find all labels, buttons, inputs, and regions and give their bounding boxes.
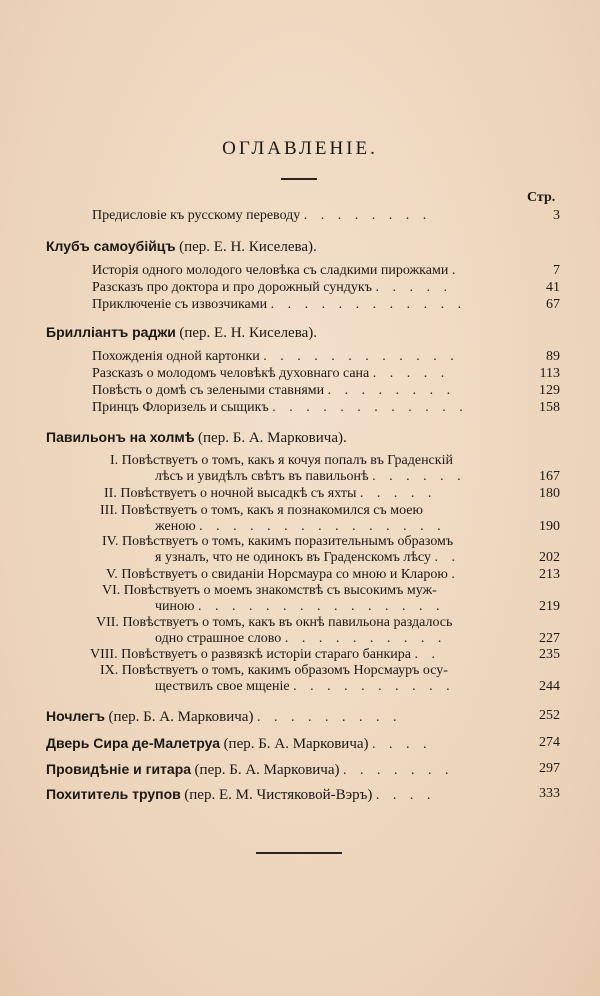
chapter-number: III. xyxy=(100,503,118,518)
leader-dots: . . . . . . . . . . . . . . . xyxy=(199,519,446,534)
chapter-text: Повѣствуетъ о томъ, какъ я кочуя попалъ въ Граденскій xyxy=(121,453,453,468)
chapter-text: лѣсъ и увидѣлъ свѣтъ въ павильонѣ xyxy=(155,469,369,484)
toc-page-number: 274 xyxy=(539,735,560,750)
leader-dots: . . . . . xyxy=(372,366,450,381)
toc-entry-text: Исторія одного молодого человѣка съ сладкими пирожками xyxy=(92,263,449,278)
toc-page-number: 7 xyxy=(553,263,560,278)
toc-entry[interactable] xyxy=(92,399,468,417)
leader-dots: . . . . . xyxy=(375,280,452,295)
toc-page-number: 113 xyxy=(539,366,560,381)
toc-entry-preface[interactable] xyxy=(92,207,431,225)
section-translator: (пер. Б. А. Марковича) xyxy=(223,736,369,752)
chapter-number: I. xyxy=(110,453,119,468)
toc-page-number: 3 xyxy=(553,208,560,223)
toc-page-number: 41 xyxy=(546,280,560,295)
chapter-text: Повѣствуетъ о томъ, какъ въ окнѣ павильона раздалось xyxy=(122,615,453,630)
toc-page-number: 219 xyxy=(539,599,560,614)
bottom-divider xyxy=(256,852,342,854)
section-heading-lodging[interactable] xyxy=(46,707,401,727)
section-heading-providence-guitar[interactable] xyxy=(46,760,454,780)
section-heading-body-snatcher[interactable] xyxy=(46,785,435,805)
leader-dots: . . . . . . . . . . . . . . . xyxy=(197,599,445,614)
leader-dots: . . . . . xyxy=(359,486,437,501)
toc-page-number: 244 xyxy=(539,679,560,694)
toc-page-number: 252 xyxy=(539,708,560,723)
section-translator: (пер. Б. А. Марковича) xyxy=(194,762,340,778)
chapter-text: ществилъ свое мщеніе xyxy=(155,679,290,694)
leader-dots: . . . . . . . . xyxy=(327,383,456,398)
chapter-entry-4-cont xyxy=(155,549,460,567)
leader-dots: . xyxy=(451,263,461,278)
section-title: Провидѣніе и гитара xyxy=(46,761,192,777)
page-title: ОГЛАВЛЕНІЕ. xyxy=(222,138,378,159)
leader-dots: . . . . . . . . xyxy=(303,208,432,223)
toc-page-number: 129 xyxy=(539,383,560,398)
page-column-label: Стр. xyxy=(527,190,556,205)
toc-entry[interactable] xyxy=(92,348,459,366)
section-heading-suicide-club[interactable] xyxy=(46,237,317,257)
chapter-text: женою xyxy=(155,519,196,534)
toc-entry-text: Принцъ Флоризель и сыщикъ xyxy=(92,400,269,415)
section-translator: (пер. Е. Н. Киселева). xyxy=(179,325,317,341)
chapter-number: IV. xyxy=(102,534,119,549)
chapter-text: Повѣствуетъ о развязкѣ исторіи стараго банкира xyxy=(121,647,412,662)
chapter-number: VII. xyxy=(96,615,119,630)
toc-page-number: 227 xyxy=(539,631,560,646)
leader-dots: . . . . . . . xyxy=(343,763,454,778)
section-heading-rajah-diamond[interactable] xyxy=(46,323,317,343)
section-translator: (пер. Е. Н. Киселева). xyxy=(179,239,317,255)
toc-page-number: 202 xyxy=(539,550,560,565)
toc-entry-text: Похожденія одной картонки xyxy=(92,349,260,364)
section-title: Клубъ самоубійцъ xyxy=(46,238,176,254)
toc-page-number: 158 xyxy=(539,400,560,415)
leader-dots: . . . . . . . . . . xyxy=(293,679,455,694)
leader-dots: . . xyxy=(414,647,441,662)
leader-dots: . . . . xyxy=(372,737,432,752)
chapter-text: Повѣствуетъ о свиданіи Норсмаура со мною и Кларою xyxy=(121,567,448,582)
section-heading-pavilion[interactable] xyxy=(46,428,347,448)
chapter-text: Повѣствуетъ о томъ, какъ я познакомился съ моею xyxy=(121,503,423,518)
toc-entry-text: Разсказъ о молодомъ человѣкѣ духовнаго сана xyxy=(92,366,370,381)
toc-page-number: 297 xyxy=(539,761,560,776)
chapter-text: Повѣствуетъ о томъ, какимъ поразительнымъ образомъ xyxy=(121,534,454,549)
chapter-text: Повѣствуетъ о моемъ знакомствѣ съ высокимъ муж- xyxy=(123,583,437,598)
toc-entry-text: Приключеніе съ извозчиками xyxy=(92,297,268,312)
leader-dots: . . . . xyxy=(375,788,436,803)
title-divider xyxy=(281,178,317,180)
chapter-text: чиною xyxy=(155,599,195,614)
chapter-text: Повѣствуетъ о ночной высадкѣ съ яхты xyxy=(120,486,357,501)
toc-page-number: 89 xyxy=(546,349,560,364)
section-title: Похититель трупов xyxy=(46,786,181,802)
toc-page-number: 235 xyxy=(539,647,560,662)
chapter-number: II. xyxy=(104,486,117,501)
leader-dots: . . . . . . xyxy=(372,469,466,484)
section-translator: (пер. Е. М. Чистяковой-Вэръ) xyxy=(184,787,373,803)
section-title: Павильонъ на холмѣ xyxy=(46,429,195,445)
toc-entry[interactable] xyxy=(92,262,460,280)
leader-dots: . . xyxy=(434,550,460,565)
chapter-number: VI. xyxy=(102,583,121,598)
chapter-number: VIII. xyxy=(90,647,118,662)
toc-page-number: 213 xyxy=(539,567,560,582)
toc-entry-text: Предисловіе къ русскому переводу xyxy=(92,208,301,223)
section-translator: (пер. Б. А. Марковича) xyxy=(108,709,254,725)
toc-entry[interactable] xyxy=(92,296,466,314)
toc-page-number: 190 xyxy=(539,519,560,534)
leader-dots: . . . . . . . . . xyxy=(256,710,402,725)
section-heading-maletroit-door[interactable] xyxy=(46,734,432,754)
toc-page-number: 67 xyxy=(546,297,560,312)
section-title: Дверь Сира де-Малетруа xyxy=(46,735,221,751)
chapter-text: Повѣствуетъ о томъ, какимъ образомъ Норсмауръ осу- xyxy=(121,663,448,678)
chapter-number: IX. xyxy=(100,663,119,678)
leader-dots: . . . . . . . . . . . . xyxy=(272,400,468,415)
toc-entry[interactable] xyxy=(92,382,455,400)
toc-entry-text: Повѣсть о домѣ съ зелеными ставнями xyxy=(92,383,325,398)
chapter-text: одно страшное слово xyxy=(155,631,282,646)
leader-dots: . xyxy=(451,567,460,582)
leader-dots: . . . . . . . . . . . . xyxy=(263,349,459,364)
chapter-text: я узналъ, что не одинокъ въ Граденскомъ лѣсу xyxy=(155,550,431,565)
chapter-entry-1-cont xyxy=(155,468,466,486)
toc-entry[interactable] xyxy=(92,279,452,297)
chapter-entry-9-cont xyxy=(155,678,455,696)
leader-dots: . . . . . . . . . . xyxy=(284,631,447,646)
chapter-number: V. xyxy=(106,567,118,582)
section-translator: (пер. Б. А. Марковича). xyxy=(198,430,347,446)
chapter-entry-2[interactable] xyxy=(104,485,436,503)
toc-entry[interactable] xyxy=(92,365,449,383)
toc-page-number: 333 xyxy=(539,786,560,801)
section-title: Ночлегъ xyxy=(46,708,105,724)
toc-page-number: 167 xyxy=(539,469,560,484)
leader-dots: . . . . . . . . . . . . xyxy=(270,297,467,312)
section-title: Бриллiантъ раджи xyxy=(46,324,176,340)
toc-page-number: 180 xyxy=(539,486,560,501)
toc-entry-text: Разсказъ про доктора и про дорожный сундукъ xyxy=(92,280,372,295)
